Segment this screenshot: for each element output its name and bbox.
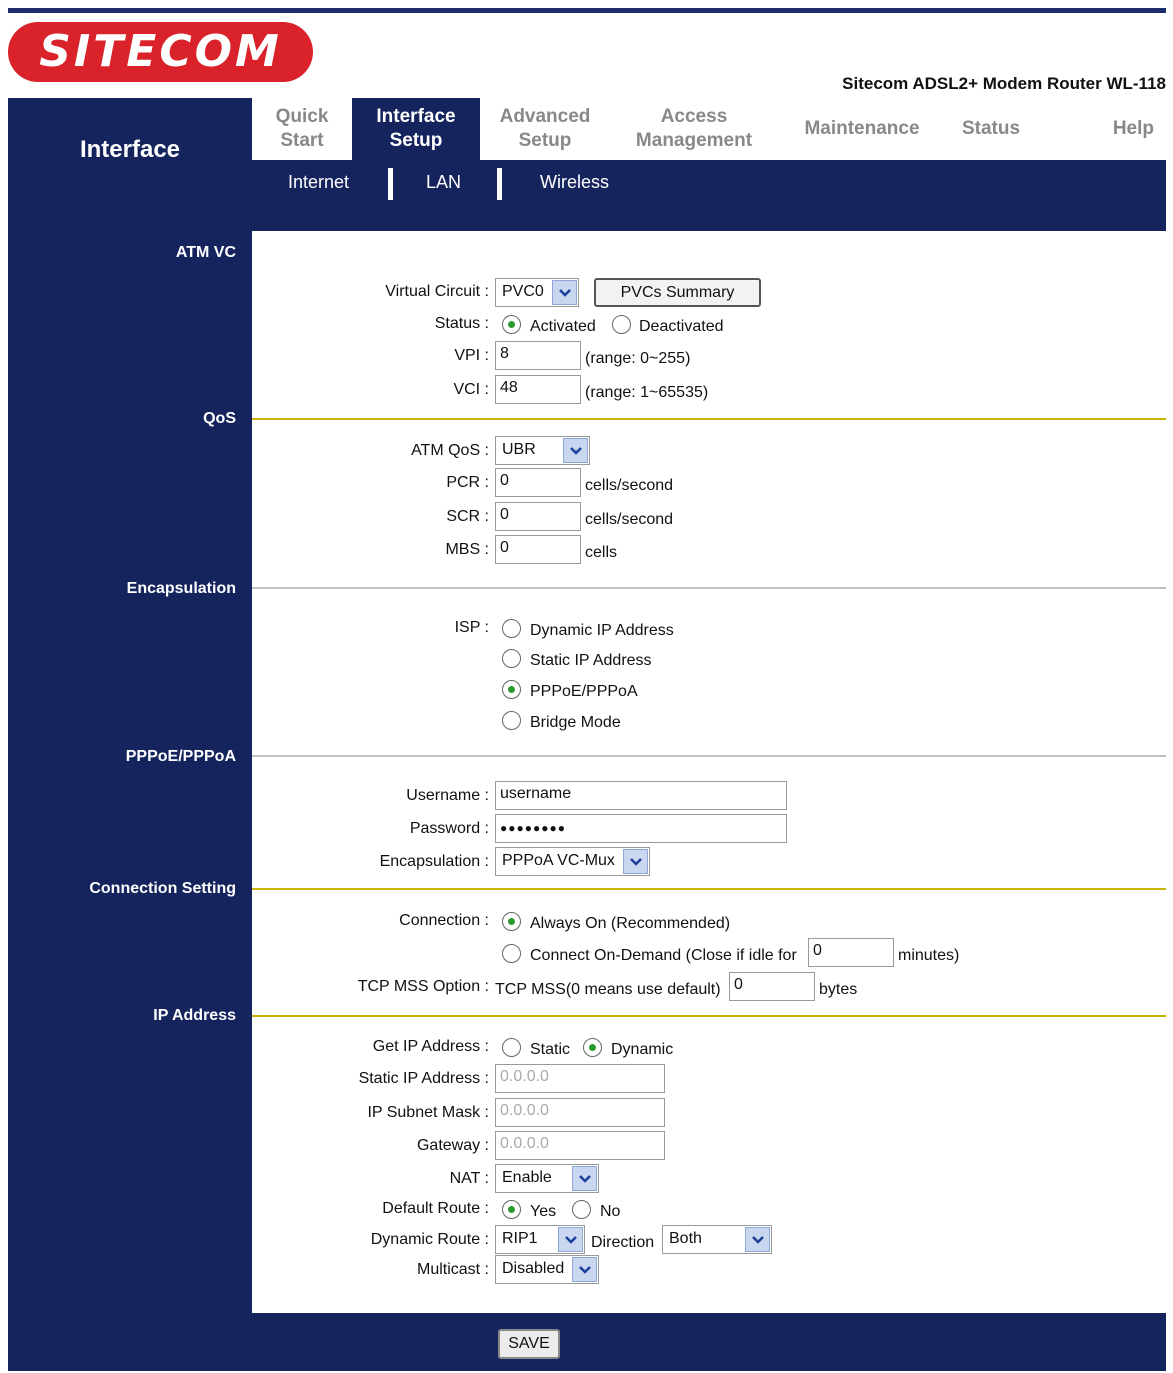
save-button[interactable]: SAVE (498, 1329, 560, 1359)
section-qos: QoS (203, 410, 236, 427)
get-ip-dynamic-label: Dynamic (611, 1041, 674, 1058)
vci-range: (range: 1~65535) (585, 384, 709, 401)
username-label: Username : (406, 787, 489, 804)
direction-label: Direction (591, 1234, 655, 1251)
vpi-range: (range: 0~255) (585, 350, 691, 367)
subtab-divider (388, 168, 393, 200)
sitecom-logo: SITECOM (8, 22, 313, 82)
subnet-mask-input[interactable]: 0.0.0.0 (495, 1098, 665, 1127)
encapsulation-label: Encapsulation : (379, 853, 489, 870)
on-demand-label: Connect On-Demand (Close if idle for (530, 947, 797, 964)
sidebar (8, 231, 252, 1371)
get-ip-label: Get IP Address : (372, 1038, 489, 1055)
bottom-bar (252, 1313, 1166, 1371)
status-activated-label: Activated (530, 318, 596, 335)
get-ip-static-label: Static (530, 1041, 571, 1058)
dynamic-route-select[interactable]: RIP1 (495, 1225, 585, 1254)
isp-pppoe-radio[interactable] (502, 680, 521, 699)
mbs-unit: cells (585, 544, 618, 561)
divider (252, 418, 1166, 420)
vci-label: VCI : (453, 381, 489, 398)
section-connection-setting: Connection Setting (89, 880, 236, 897)
section-pppoe: PPPoE/PPPoA (125, 748, 236, 765)
isp-option-label: Bridge Mode (530, 714, 621, 731)
virtual-circuit-label: Virtual Circuit : (385, 283, 489, 300)
chevron-down-icon (558, 1227, 583, 1252)
tab-interface-setup[interactable]: Interface Setup (352, 98, 480, 160)
encapsulation-select[interactable]: PPPoA VC-Mux (495, 847, 650, 876)
tcp-mss-unit: bytes (819, 981, 858, 998)
subtab-wireless[interactable]: Wireless (540, 172, 610, 192)
static-ip-label: Static IP Address : (358, 1070, 489, 1087)
mbs-input[interactable]: 0 (495, 535, 581, 564)
tcp-mss-option-label: TCP MSS Option : (357, 978, 489, 995)
subnet-mask-label: IP Subnet Mask : (367, 1104, 489, 1121)
default-route-yes-label: Yes (530, 1203, 557, 1220)
nat-select[interactable]: Enable (495, 1164, 599, 1193)
divider (252, 1015, 1166, 1017)
scr-input[interactable]: 0 (495, 502, 581, 531)
vci-input[interactable]: 48 (495, 375, 581, 404)
status-label: Status : (434, 315, 489, 332)
divider (252, 755, 1166, 757)
subtab-internet[interactable]: Internet (288, 172, 350, 192)
section-ip-address: IP Address (153, 1007, 236, 1024)
divider (252, 587, 1166, 589)
isp-option-label: Dynamic IP Address (530, 622, 674, 639)
idle-minutes-input[interactable]: 0 (808, 938, 894, 967)
multicast-select[interactable]: Disabled (495, 1255, 599, 1284)
idle-unit: minutes) (898, 947, 960, 964)
isp-static-ip-radio[interactable] (502, 649, 521, 668)
pcr-label: PCR : (446, 474, 489, 491)
pcr-unit: cells/second (585, 477, 674, 494)
chevron-down-icon (563, 438, 588, 463)
status-activated-radio[interactable] (502, 315, 521, 334)
pcr-input[interactable]: 0 (495, 468, 581, 497)
mbs-label: MBS : (445, 541, 489, 558)
chevron-down-icon (552, 280, 577, 305)
tcp-mss-input[interactable]: 0 (729, 972, 815, 1001)
tcp-mss-text: TCP MSS(0 means use default) (495, 981, 721, 998)
password-input[interactable]: ●●●●●●●● (495, 814, 787, 843)
virtual-circuit-select[interactable]: PVC0 (495, 278, 579, 307)
model-name: Sitecom ADSL2+ Modem Router WL-118 (842, 74, 1166, 93)
always-on-radio[interactable] (502, 912, 521, 931)
always-on-label: Always On (Recommended) (530, 915, 731, 932)
default-route-no-label: No (600, 1203, 621, 1220)
tab-advanced-setup[interactable]: Advanced Setup (480, 98, 610, 160)
direction-select[interactable]: Both (662, 1225, 772, 1254)
subtab-divider (497, 168, 502, 200)
vpi-input[interactable]: 8 (495, 341, 581, 370)
tab-access-management[interactable]: Access Management (610, 98, 778, 160)
chevron-down-icon (572, 1166, 597, 1191)
atm-qos-select[interactable]: UBR (495, 436, 590, 465)
section-atm-vc: ATM VC (175, 244, 236, 261)
default-route-no-radio[interactable] (572, 1200, 591, 1219)
isp-option-label: Static IP Address (530, 652, 652, 669)
tab-maintenance[interactable]: Maintenance (778, 98, 946, 160)
get-ip-dynamic-radio[interactable] (583, 1038, 602, 1057)
multicast-label: Multicast : (416, 1261, 489, 1278)
divider (252, 888, 1166, 890)
nat-label: NAT : (449, 1170, 489, 1187)
isp-label: ISP : (454, 619, 489, 636)
connection-label: Connection : (399, 912, 489, 929)
static-ip-input[interactable]: 0.0.0.0 (495, 1064, 665, 1093)
chevron-down-icon (572, 1257, 597, 1282)
vpi-label: VPI : (454, 347, 489, 364)
scr-label: SCR : (446, 508, 489, 525)
tab-help[interactable]: Help (1036, 98, 1166, 160)
atm-qos-label: ATM QoS : (411, 442, 489, 459)
password-label: Password : (409, 820, 489, 837)
scr-unit: cells/second (585, 511, 674, 528)
top-rule (8, 8, 1166, 13)
dynamic-route-label: Dynamic Route : (370, 1231, 489, 1248)
subtab-lan[interactable]: LAN (426, 172, 462, 192)
status-deactivated-label: Deactivated (639, 318, 724, 335)
section-title: Interface (79, 136, 181, 163)
pvcs-summary-button[interactable]: PVCs Summary (594, 278, 761, 307)
on-demand-radio[interactable] (502, 944, 521, 963)
tab-quick-start[interactable]: Quick Start (252, 98, 352, 160)
status-deactivated-radio[interactable] (612, 315, 631, 334)
section-encapsulation: Encapsulation (126, 580, 236, 597)
tab-status[interactable]: Status (946, 98, 1036, 160)
default-route-label: Default Route : (382, 1200, 489, 1217)
chevron-down-icon (745, 1227, 770, 1252)
isp-bridge-radio[interactable] (502, 711, 521, 730)
chevron-down-icon (623, 849, 648, 874)
username-input[interactable]: username (495, 781, 787, 810)
gateway-input[interactable]: 0.0.0.0 (495, 1131, 665, 1160)
gateway-label: Gateway : (416, 1137, 489, 1154)
default-route-yes-radio[interactable] (502, 1200, 521, 1219)
get-ip-static-radio[interactable] (502, 1038, 521, 1057)
isp-dynamic-ip-radio[interactable] (502, 619, 521, 638)
isp-option-label: PPPoE/PPPoA (530, 683, 638, 700)
